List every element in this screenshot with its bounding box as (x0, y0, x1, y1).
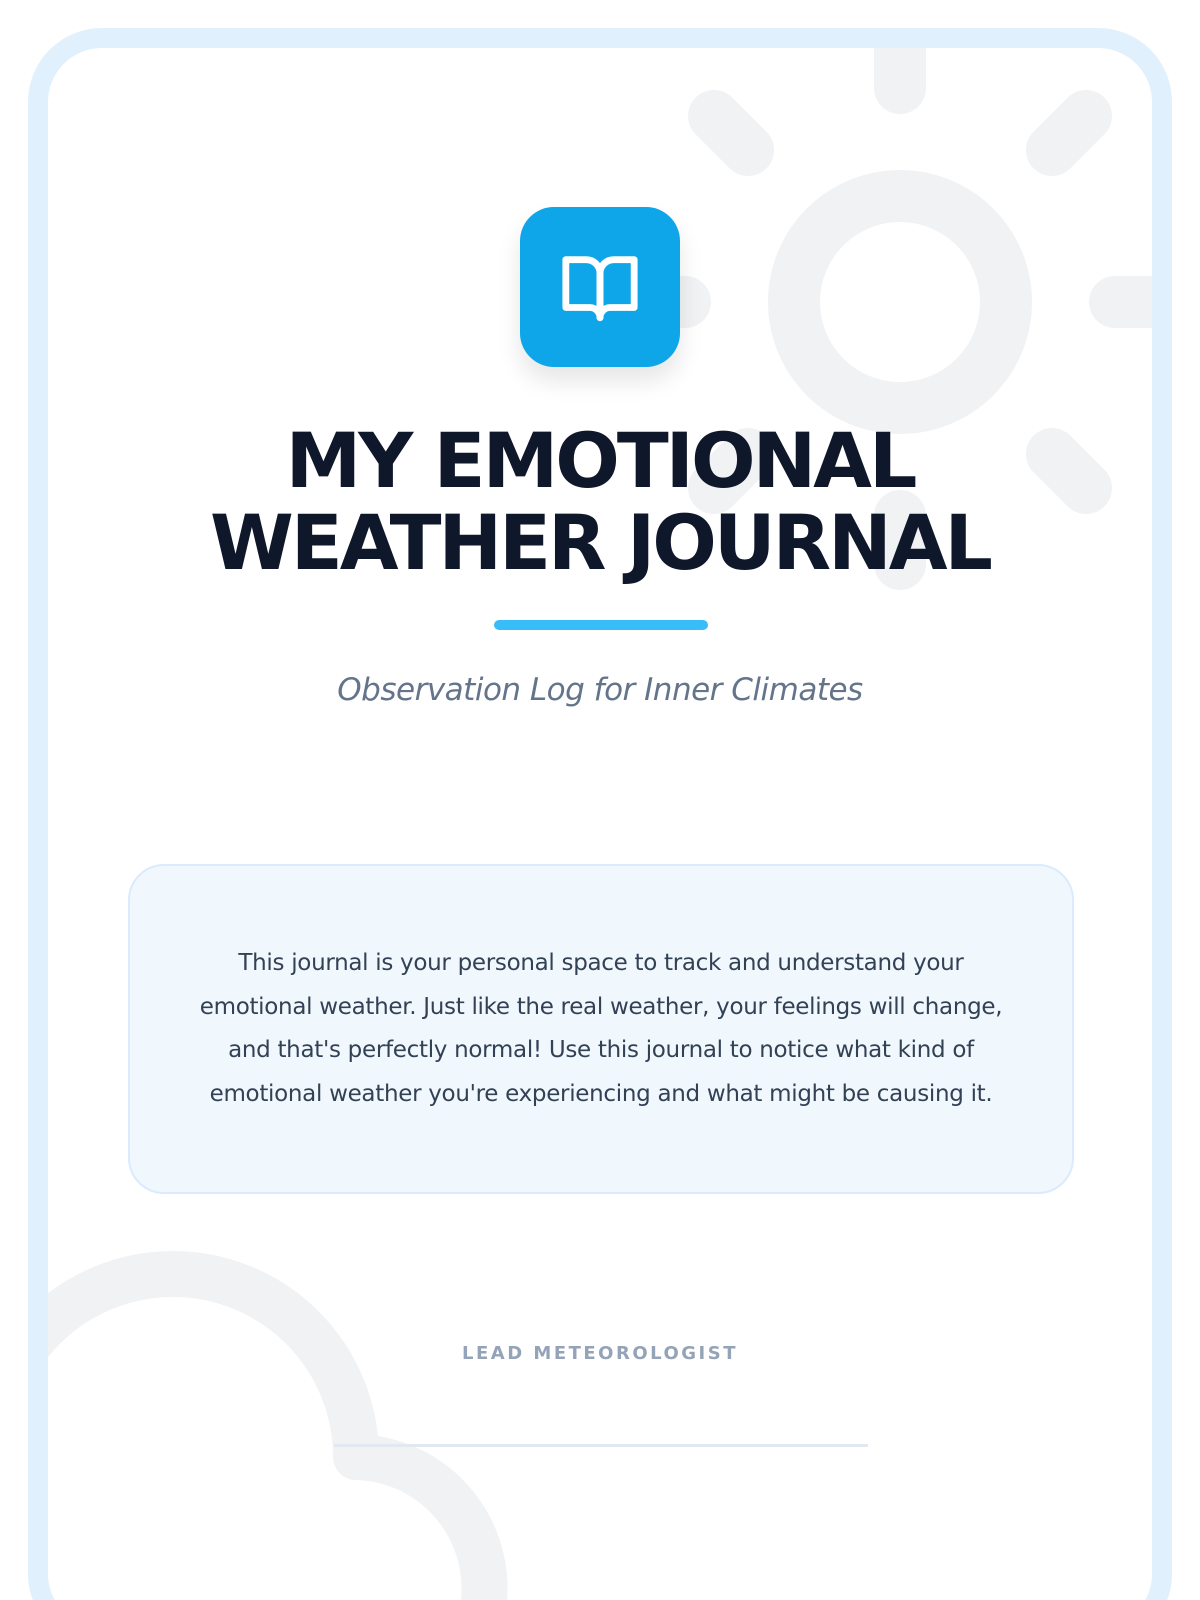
page-title: MY EMOTIONAL WEATHER JOURNAL (210, 416, 990, 587)
title-underline (494, 620, 708, 630)
signature-line[interactable] (334, 1444, 868, 1447)
page-subtitle: Observation Log for Inner Climates (337, 672, 863, 708)
cover-content (28, 28, 1172, 1600)
intro-card (128, 864, 1074, 1194)
cover-frame (28, 28, 1172, 1600)
book-open-icon (559, 246, 641, 328)
journal-badge (520, 207, 680, 367)
signature-label: LEAD METEOROLOGIST (462, 1343, 738, 1364)
intro-text: This journal is your personal space to track and understand your emotional weather. Just like the real weather, your feelings will change, and that's perfectly normal! Use this journal to notice what kind of emotional weather you're experiencing and what might be causing it. (199, 950, 1003, 1107)
